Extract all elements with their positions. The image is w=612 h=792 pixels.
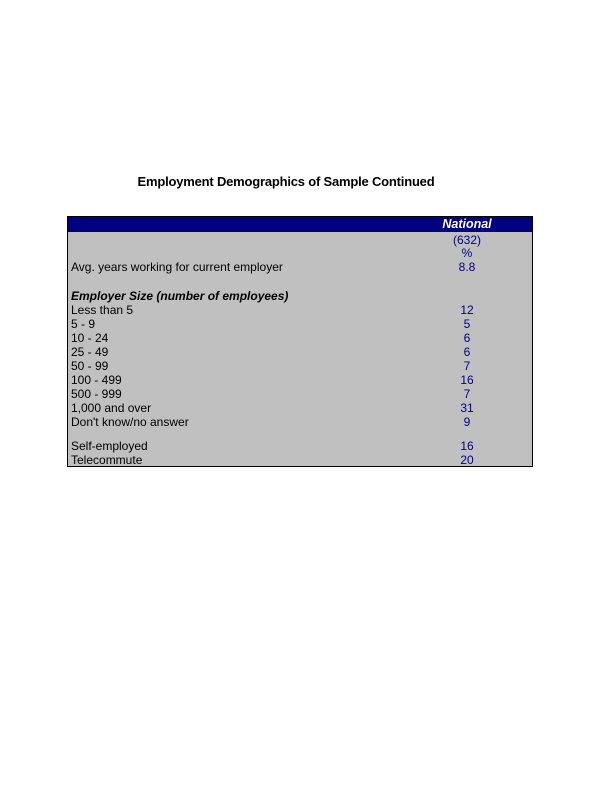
row-label: 50 - 99 <box>71 359 109 373</box>
row-label: Avg. years working for current employer <box>71 260 283 274</box>
base-count-row <box>68 233 532 247</box>
table-row <box>68 331 532 345</box>
row-label: Self-employed <box>71 439 148 453</box>
avg-years-row <box>68 260 532 274</box>
unit-label: % <box>461 246 473 260</box>
section-heading-employer-size <box>68 289 532 303</box>
row-label: Less than 5 <box>71 303 134 317</box>
section-heading: Employer Size (number of employees) <box>71 289 289 303</box>
row-value: 16 <box>460 439 474 453</box>
row-value: 5 <box>463 317 471 331</box>
row-value: 8.8 <box>458 260 476 274</box>
table-row <box>68 401 532 415</box>
column-header-national: National <box>442 217 492 231</box>
table-header-bar <box>68 217 532 232</box>
row-label: 25 - 49 <box>71 345 109 359</box>
row-label: Don't know/no answer <box>71 415 189 429</box>
row-label: 500 - 999 <box>71 387 122 401</box>
table-row <box>68 317 532 331</box>
row-label: 100 - 499 <box>71 373 122 387</box>
unit-row <box>68 246 532 260</box>
table-row <box>68 345 532 359</box>
row-value: 20 <box>460 453 474 467</box>
row-value: 6 <box>463 345 471 359</box>
telecommute-row <box>68 453 532 467</box>
row-value: 16 <box>460 373 474 387</box>
page-title: Employment Demographics of Sample Continued <box>137 174 435 189</box>
row-value: 6 <box>463 331 471 345</box>
row-label: 5 - 9 <box>71 317 96 331</box>
self-employed-row <box>68 439 532 453</box>
table-row <box>68 359 532 373</box>
table-row <box>68 373 532 387</box>
table-row <box>68 387 532 401</box>
row-value: 31 <box>460 401 474 415</box>
base-count: (632) <box>452 233 481 247</box>
row-label: 10 - 24 <box>71 331 109 345</box>
row-value: 9 <box>463 415 471 429</box>
table-row <box>68 303 532 317</box>
row-value: 7 <box>463 359 471 373</box>
row-label: 1,000 and over <box>71 401 152 415</box>
row-value: 7 <box>463 387 471 401</box>
demographics-table <box>67 216 533 467</box>
row-value: 12 <box>460 303 474 317</box>
table-row <box>68 415 532 429</box>
row-label: Telecommute <box>71 453 143 467</box>
